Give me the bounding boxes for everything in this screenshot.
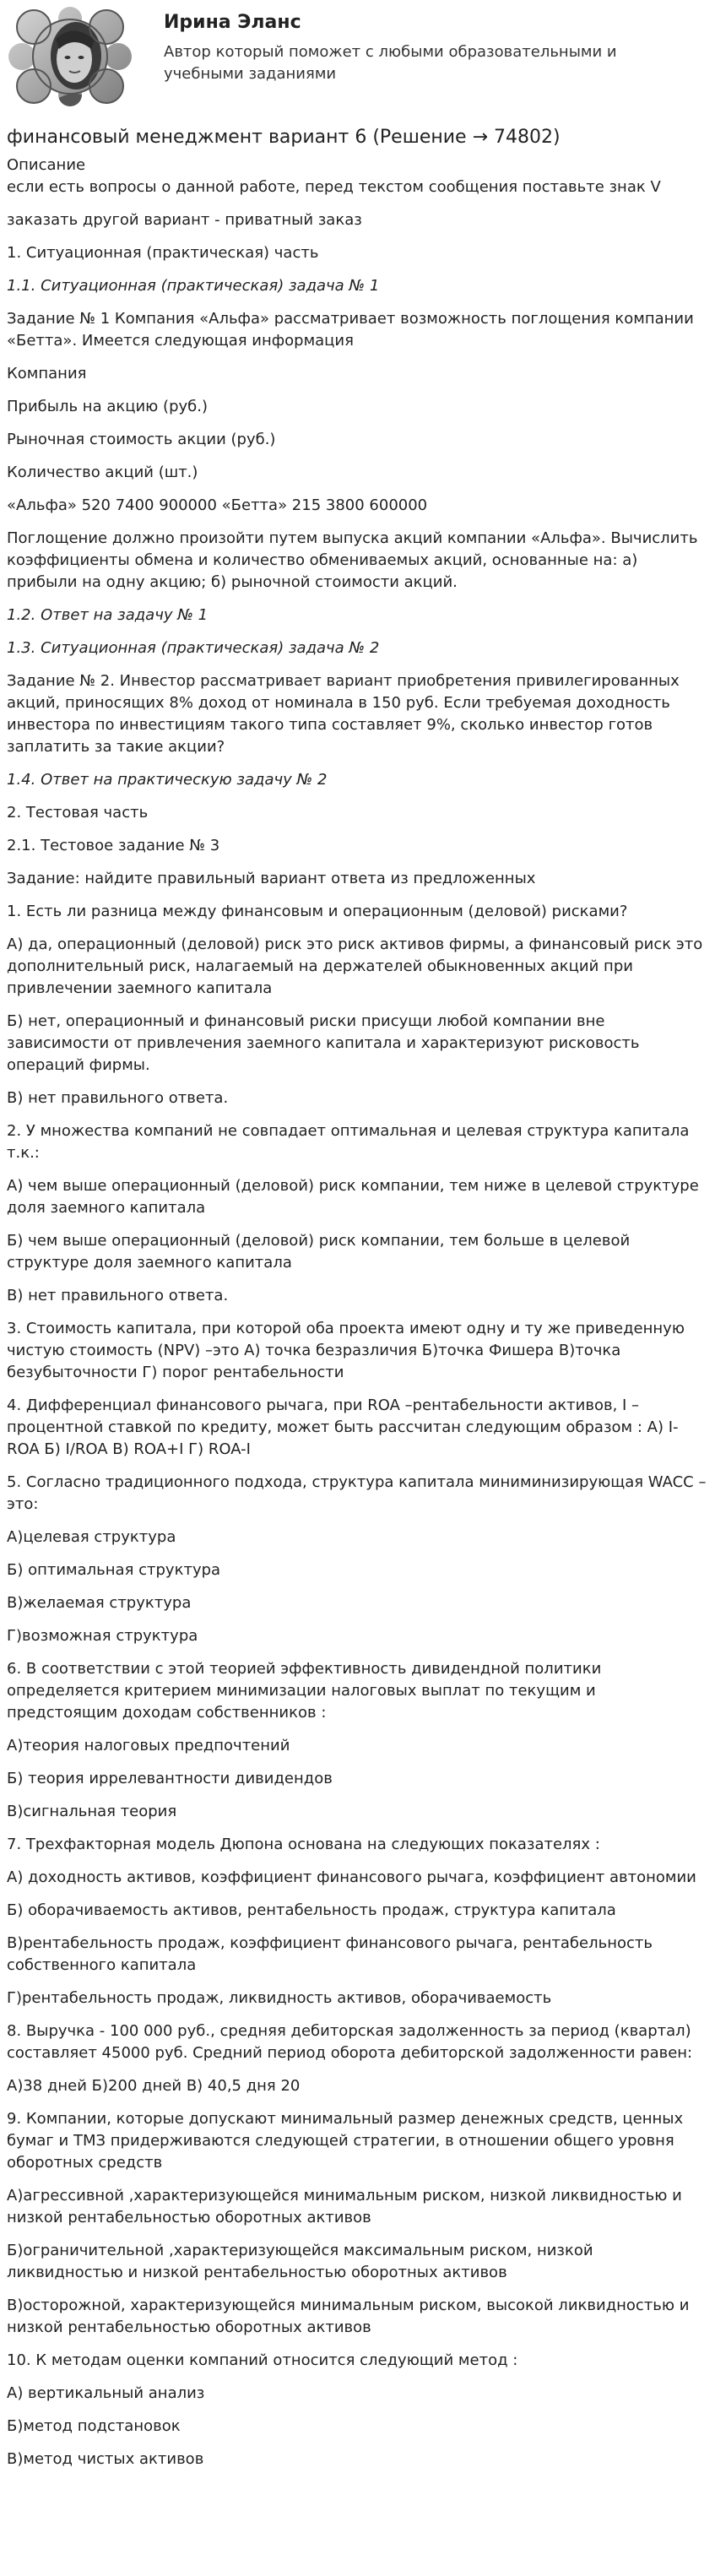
description-paragraph: В)рентабельность продаж, коэффициент финансового рычага, рентабельность собственного капитала [7,1934,653,1974]
description-paragraph: В)желаемая структура [7,1594,192,1612]
description-paragraph: А)целевая структура [7,1528,176,1546]
description-paragraph: Рыночная стоимость акции (руб.) [7,431,276,448]
author-name[interactable]: Ирина Эланс [164,12,301,33]
description-paragraph: 3. Стоимость капитала, при которой оба проекта имеют одну и ту же приведенную чистую стоимость (NPV) –это А) точка безразличия Б)точка Фишера В)точка безубыточности Г) порог рентабельности [7,1320,685,1381]
description-paragraph: Прибыль на акцию (руб.) [7,398,208,415]
description-paragraph: 10. К методам оценки компаний относится следующий метод : [7,2351,518,2369]
description-paragraph: Количество акций (шт.) [7,464,198,481]
description-paragraph: Задание № 1 Компания «Альфа» рассматривает возможность поглощения компании «Бетта». Имеется следующая информация [7,310,694,350]
description-paragraph: Б) теория иррелевантности дивидендов [7,1770,333,1787]
description-paragraph: Компания [7,365,87,382]
description-paragraph: 6. В соответствии с этой теорией эффективность дивидендной политики определяется критерием минимизации налоговых выплат по текущим и предстоящим доходам собственников : [7,1660,602,1722]
description-paragraph: Г)рентабельность продаж, ликвидность активов, оборачиваемость [7,1989,552,2007]
description-paragraph: 2. Тестовая часть [7,804,149,822]
description-paragraph: Б) нет, операционный и финансовый риски присущи любой компании вне зависимости от привлечения заемного капитала и характеризуют рисковость операций фирмы. [7,1012,640,1074]
description-paragraph: 2. У множества компаний не совпадает оптимальная и целевая структура капитала т.к.: [7,1122,690,1162]
description-paragraph: Г)возможная структура [7,1627,198,1645]
description-paragraph: 1.2. Ответ на задачу № 1 [7,606,209,624]
description-paragraph: Б)ограничительной ,характеризующейся максимальным риском, низкой ликвидностью и низкой рентабельностью оборотных активов [7,2242,593,2281]
description-paragraph: 1. Ситуационная (практическая) часть [7,244,319,262]
description-paragraph: Поглощение должно произойти путем выпуска акций компании «Альфа». Вычислить коэффициенты обмена и количество обмениваемых акций, основанные на: а) прибыли на одну акцию; б) рыночной стоимости акций. [7,529,698,591]
description-paragraph: Б) оборачиваемость активов, рентабельность продаж, структура капитала [7,1901,616,1919]
description-paragraph: Задание: найдите правильный вариант ответа из предложенных [7,870,536,887]
description-paragraph: Б) чем выше операционный (деловой) риск компании, тем больше в целевой структуре доля заемного капитала [7,1232,631,1272]
description-paragraph: «Альфа» 520 7400 900000 «Бетта» 215 3800 600000 [7,496,428,514]
description-paragraph: Задание № 2. Инвестор рассматривает вариант приобретения привилегированных акций, приносящих 8% доход от номинала в 150 руб. Если требуемая доходность инвестора по инвестициям такого типа составляет 9%, сколько инвестор готов заплатить за такие акции? [7,672,680,756]
description-paragraph: Б) оптимальная структура [7,1561,221,1579]
description-paragraph: Б)метод подстановок [7,2417,181,2435]
description-paragraph: А) доходность активов, коэффициент финансового рычага, коэффициент автономии [7,1868,696,1886]
author-header [7,7,707,115]
description-paragraph: В)сигнальная теория [7,1803,177,1820]
avatar-image [7,7,133,106]
work-description [7,155,707,2470]
description-paragraph: 9. Компании, которые допускают минимальный размер денежных средств, ценных бумаг и ТМЗ придерживаются следующей стратегии, в отношении общего уровня оборотных средств [7,2110,684,2172]
description-paragraph: 7. Трехфакторная модель Дюпона основана на следующих показателях : [7,1836,600,1853]
description-paragraph: 1.3. Ситуационная (практическая) задача № 2 [7,639,380,657]
description-paragraph: 4. Дифференциал финансового рычага, при ROA –рентабельности активов, I –процентной ставкой по кредиту, может быть рассчитан следующим образом : А) I-ROA Б) I/ROA В) ROA+I Г) ROA-I [7,1396,679,1458]
description-paragraph: В)осторожной, характеризующейся минимальным риском, высокой ликвидностью и низкой рентабельностью оборотных активов [7,2297,690,2336]
avatar[interactable] [7,7,133,106]
description-paragraph: А) вертикальный анализ [7,2384,205,2402]
description-paragraph: 8. Выручка - 100 000 руб., средняя дебиторская задолженность за период (квартал) составляет 45000 руб. Средний период оборота дебиторской задолженности равен: [7,2022,693,2062]
description-paragraph: 2.1. Тестовое задание № 3 [7,837,220,854]
description-paragraph: В)метод чистых активов [7,2450,204,2468]
description-paragraph: Описание [7,156,86,174]
description-paragraph: если есть вопросы о данной работе, перед текстом сообщения поставьте знак V [7,178,661,196]
description-paragraph: А)агрессивной ,характеризующейся минимальным риском, низкой ликвидностью и низкой рентабельностью оборотных активов [7,2187,682,2226]
description-paragraph: 5. Согласно традиционного подхода, структура капитала миниминизирующая WACC –это: [7,1473,707,1513]
description-paragraph: В) нет правильного ответа. [7,1089,229,1107]
description-paragraph: А)теория налоговых предпочтений [7,1737,290,1754]
author-description: Автор который поможет с любыми образовательными и учебными заданиями [164,43,617,83]
page-title: финансовый менеджмент вариант 6 (Решение → 74802) [7,127,561,148]
description-paragraph: В) нет правильного ответа. [7,1287,229,1304]
description-paragraph: А) чем выше операционный (деловой) риск компании, тем ниже в целевой структуре доля заемного капитала [7,1177,699,1217]
description-paragraph: 1. Есть ли разница между финансовым и операционным (деловой) рисками? [7,903,628,920]
description-paragraph: А) да, операционный (деловой) риск это риск активов фирмы, а финансовый риск это дополнительный риск, налагаемый на держателей обыкновенных акций при привлечении заемного капитала [7,935,703,997]
description-paragraph: заказать другой вариант - приватный заказ [7,211,362,229]
description-paragraph: А)38 дней Б)200 дней В) 40,5 дня 20 [7,2077,301,2095]
description-paragraph: 1.1. Ситуационная (практическая) задача № 1 [7,277,380,295]
description-paragraph: 1.4. Ответ на практическую задачу № 2 [7,771,328,789]
